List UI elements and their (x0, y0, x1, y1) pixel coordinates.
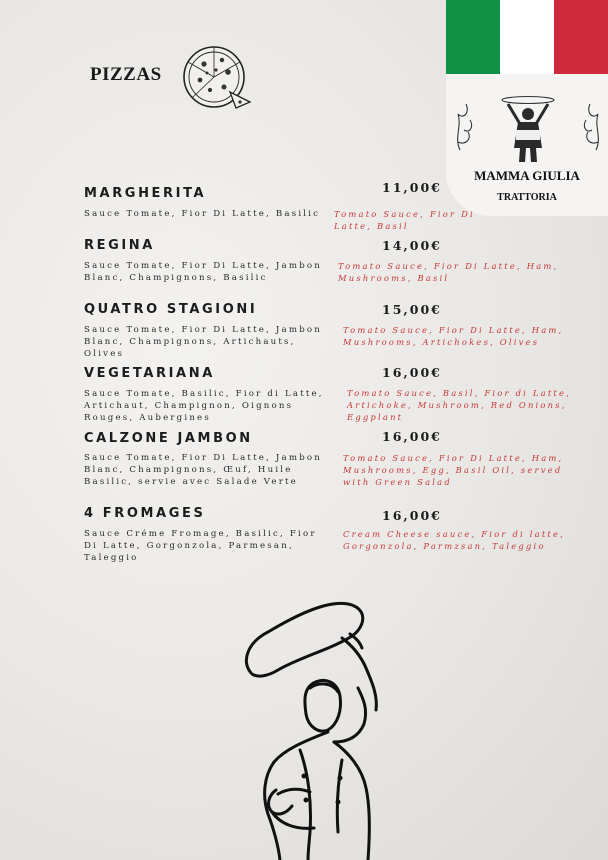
chef-logo-icon (450, 90, 606, 166)
menu-item-name: QUATRO STAGIONI (84, 302, 258, 317)
menu-item-translation: Tomato Sauce, Fior Di Latte, Ham, Mushrooms, Artichokes, Olives (343, 325, 564, 347)
menu-item-name: REGINA (84, 238, 155, 253)
menu-item-translation: Tomato Sauce, Fior Di Latte, Ham, Mushrooms, Basil (338, 261, 559, 283)
chef-tossing-dough-icon (238, 592, 398, 860)
section-title: PIZZAS (90, 64, 162, 85)
menu-item-price: 11,00€ (382, 180, 442, 195)
menu-item-translation: Tomato Sauce, Basil, Fior di Latte, Artichoke, Mushroom, Red Onions, Eggplant (347, 388, 572, 422)
menu-item-price: 14,00€ (382, 238, 442, 253)
italian-flag (446, 0, 608, 74)
menu-item-price: 16,00€ (382, 429, 442, 444)
menu-item-name: MARGHERITA (84, 186, 207, 201)
menu-item-description: Sauce Tomate, Basilic, Fior di Latte, Artichaut, Champignon, Oignons Rouges, Aubergines (84, 389, 324, 423)
pizza-icon (178, 42, 254, 112)
menu-item-description: Sauce Tomate, Fior Di Latte, Jambon Blanc, Champignons, Basilic (84, 261, 322, 283)
menu-item-name: 4 FROMAGES (84, 506, 206, 521)
menu-item-name: CALZONE JAMBON (84, 431, 253, 446)
flag-green-stripe (446, 0, 500, 74)
flag-white-stripe (500, 0, 554, 74)
restaurant-name: MAMMA GIULIA (474, 168, 580, 183)
flag-red-stripe (554, 0, 608, 74)
menu-item-price: 16,00€ (382, 508, 442, 523)
menu-item-translation: Tomato Sauce, Fior Di Latte, Basil (334, 209, 475, 231)
menu-item-name: VEGETARIANA (84, 366, 215, 381)
menu-item-price: 16,00€ (382, 365, 442, 380)
menu-item-translation: Tomato Sauce, Fior Di Latte, Ham, Mushrooms, Egg, Basil Oil, served with Green Salad (343, 453, 564, 487)
menu-item-description: Sauce Tomate, Fior Di Latte, Jambon Blanc, Champignons, Artichauts, Olives (84, 325, 322, 359)
menu-item-description: Sauce Créme Fromage, Basilic, Fior Di Latte, Gorgonzola, Parmesan, Taleggio (84, 529, 317, 563)
menu-item-price: 15,00€ (382, 302, 442, 317)
menu-item-translation: Cream Cheese sauce, Fior di latte, Gorgonzola, Parmzsan, Taleggio (343, 529, 565, 551)
menu-item-description: Sauce Tomate, Fior Di Latte, Basilic (84, 209, 321, 219)
restaurant-subtitle: TRATTORIA (497, 192, 557, 203)
menu-item-description: Sauce Tomate, Fior Di Latte, Jambon Blanc, Champignons, Œuf, Huile Basilic, servie avec Salade Verte (84, 453, 322, 487)
